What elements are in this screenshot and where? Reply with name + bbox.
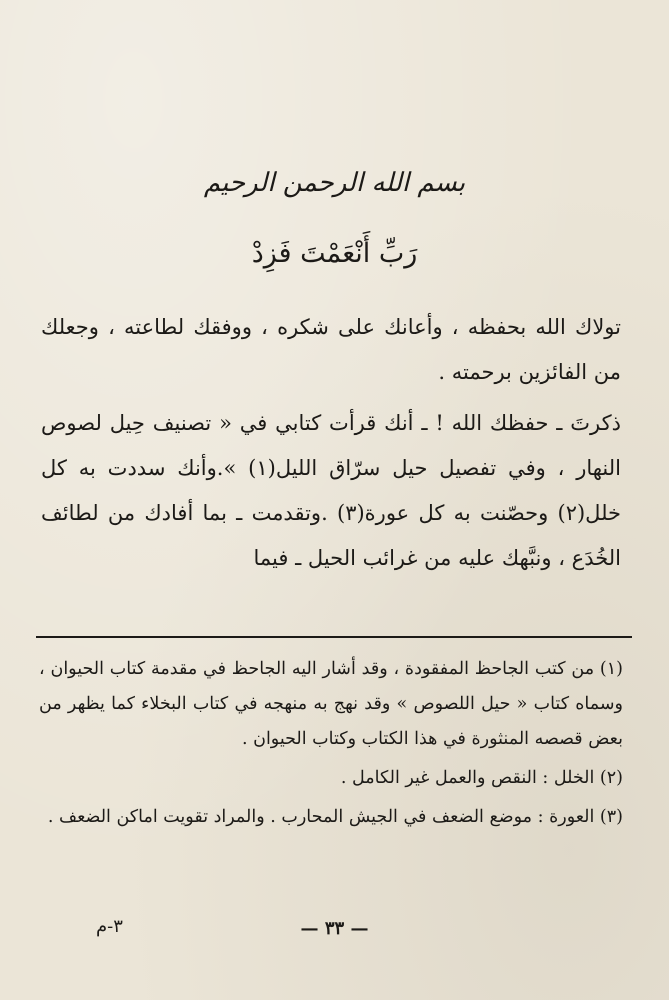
body-paragraph-2: ذكرتَ ـ حفظك الله ! ـ أنك قرأت كتابي في « تصنيف حِيل لصوص النهار ، وفي تفصيل حيل سرّاق الليل(١) ».وأنك سددت به كل خلل(٢) وحصّنت به كل عورة(٣) .وتقدمت ـ بما أفادك من لطائف الخُدَع ، ونبَّهك عليه من غرائب الحيل ـ فيما <box>41 411 622 570</box>
footnote-1: (١) من كتب الجاحظ المفقودة ، وقد أشار اليه الجاحظ في مقدمة كتاب الحيوان ، وسماه كتاب « حيل اللصوص » وقد نهج به منهجه في كتاب البخلاء كما يظهر من بعض قصصه المنثورة في هذا الكتاب وكتاب الحيوان . <box>39 659 623 749</box>
invocation-heading: رَبِّ أَنْعَمْتَ فَزِدْ <box>251 238 418 269</box>
footnote-divider <box>36 636 632 638</box>
footnotes <box>39 652 623 835</box>
footnote-2: (٢) الخلل : النقص والعمل غير الكامل . <box>340 768 623 788</box>
footnote-3: (٣) العورة : موضع الضعف في الجيش المحارب . والمراد تقويت اماكن الضعف . <box>47 807 623 827</box>
page-number: — ٣٣ — <box>300 918 369 939</box>
printer-signature: ٣-م <box>96 916 123 937</box>
main-text <box>41 305 621 581</box>
body-paragraph-1: تولاك الله بحفظه ، وأعانك على شكره ، ووفقك لطاعته ، وجعلك من الفائزين برحمته . <box>41 315 621 384</box>
basmala-heading: بسم الله الرحمن الرحيم <box>203 168 466 198</box>
